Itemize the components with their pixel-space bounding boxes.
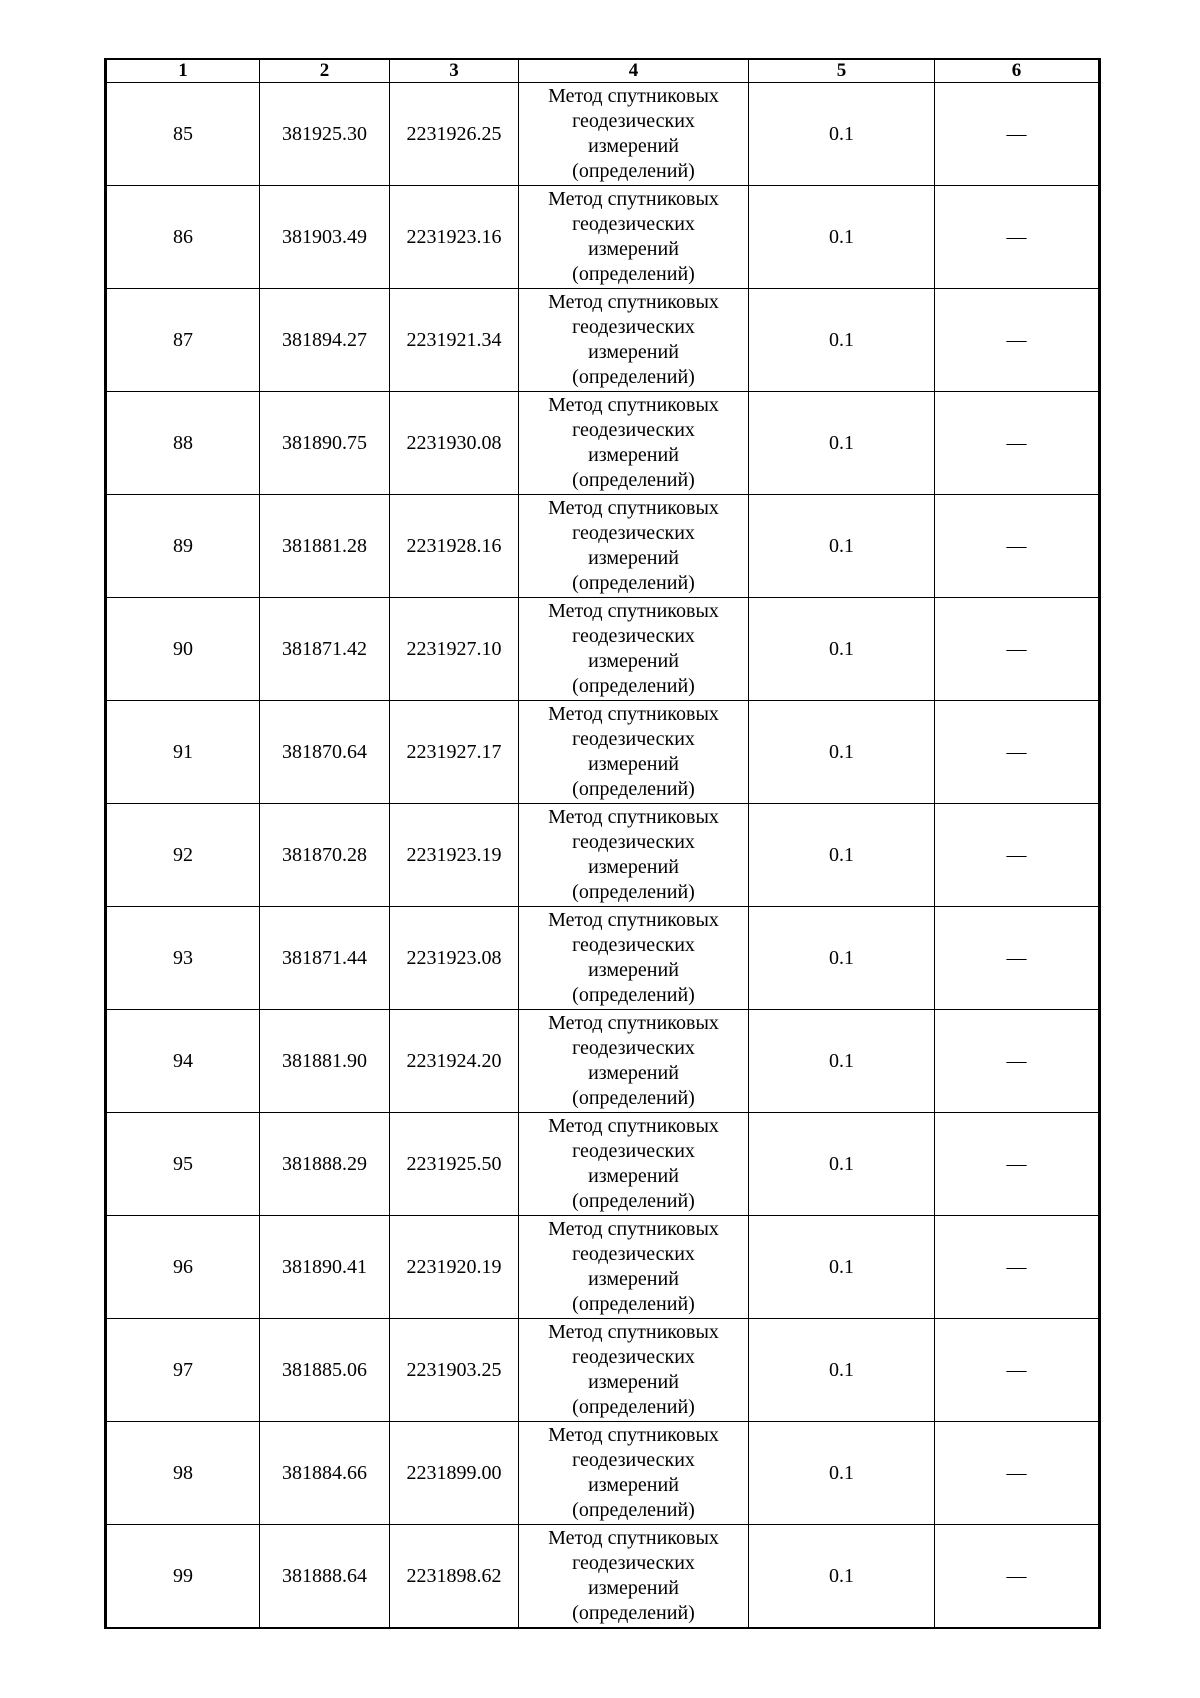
- note-cell: —: [935, 495, 1100, 598]
- method-text-line: Метод спутниковых: [548, 806, 719, 828]
- method-text-line: геодезических: [572, 1243, 695, 1265]
- note-cell: —: [935, 1113, 1100, 1216]
- x-coordinate-cell: 381881.28: [260, 495, 390, 598]
- method-text-line: Метод спутниковых: [548, 497, 719, 519]
- method-text-line: (определений): [572, 1396, 695, 1418]
- accuracy-cell: 0.1: [749, 495, 935, 598]
- point-number-cell: 95: [106, 1113, 260, 1216]
- point-number-cell: 89: [106, 495, 260, 598]
- accuracy-cell: 0.1: [749, 804, 935, 907]
- method-cell: [519, 1010, 749, 1113]
- method-text-line: измерений: [588, 959, 679, 981]
- header-col-4: 4: [519, 59, 749, 83]
- method-text-line: измерений: [588, 547, 679, 569]
- accuracy-cell: 0.1: [749, 1216, 935, 1319]
- note-cell: —: [935, 701, 1100, 804]
- table-row: [106, 804, 1100, 907]
- accuracy-cell: 0.1: [749, 83, 935, 186]
- accuracy-cell: 0.1: [749, 1422, 935, 1525]
- y-coordinate-cell: 2231899.00: [390, 1422, 519, 1525]
- note-cell: —: [935, 907, 1100, 1010]
- method-text-line: (определений): [572, 1602, 695, 1624]
- note-cell: —: [935, 1525, 1100, 1629]
- table-row: [106, 1319, 1100, 1422]
- method-text-line: Метод спутниковых: [548, 188, 719, 210]
- note-cell: —: [935, 289, 1100, 392]
- x-coordinate-cell: 381871.42: [260, 598, 390, 701]
- accuracy-cell: 0.1: [749, 186, 935, 289]
- method-cell: [519, 1319, 749, 1422]
- method-text-line: измерений: [588, 1062, 679, 1084]
- y-coordinate-cell: 2231926.25: [390, 83, 519, 186]
- y-coordinate-cell: 2231923.19: [390, 804, 519, 907]
- method-text-line: (определений): [572, 984, 695, 1006]
- method-cell: [519, 1422, 749, 1525]
- accuracy-cell: 0.1: [749, 701, 935, 804]
- y-coordinate-cell: 2231921.34: [390, 289, 519, 392]
- method-text-line: измерений: [588, 1268, 679, 1290]
- method-text-line: геодезических: [572, 1552, 695, 1574]
- x-coordinate-cell: 381888.64: [260, 1525, 390, 1629]
- method-text-line: геодезических: [572, 213, 695, 235]
- coordinates-table: [104, 58, 1101, 1629]
- table-row: [106, 701, 1100, 804]
- y-coordinate-cell: 2231925.50: [390, 1113, 519, 1216]
- accuracy-cell: 0.1: [749, 1525, 935, 1629]
- method-text-line: измерений: [588, 753, 679, 775]
- method-text-line: (определений): [572, 469, 695, 491]
- point-number-cell: 88: [106, 392, 260, 495]
- note-cell: —: [935, 392, 1100, 495]
- method-text-line: Метод спутниковых: [548, 1115, 719, 1137]
- header-col-5: 5: [749, 59, 935, 83]
- y-coordinate-cell: 2231903.25: [390, 1319, 519, 1422]
- method-text-line: Метод спутниковых: [548, 1424, 719, 1446]
- accuracy-cell: 0.1: [749, 392, 935, 495]
- y-coordinate-cell: 2231927.17: [390, 701, 519, 804]
- table-row: [106, 83, 1100, 186]
- point-number-cell: 90: [106, 598, 260, 701]
- note-cell: —: [935, 804, 1100, 907]
- method-text-line: Метод спутниковых: [548, 394, 719, 416]
- header-col-6: 6: [935, 59, 1100, 83]
- y-coordinate-cell: 2231923.16: [390, 186, 519, 289]
- method-text-line: геодезических: [572, 1449, 695, 1471]
- method-cell: [519, 289, 749, 392]
- note-cell: —: [935, 1216, 1100, 1319]
- method-text-line: (определений): [572, 572, 695, 594]
- method-text-line: геодезических: [572, 1037, 695, 1059]
- header-col-2: 2: [260, 59, 390, 83]
- method-text-line: Метод спутниковых: [548, 1012, 719, 1034]
- method-cell: [519, 804, 749, 907]
- y-coordinate-cell: 2231930.08: [390, 392, 519, 495]
- x-coordinate-cell: 381894.27: [260, 289, 390, 392]
- table-row: [106, 495, 1100, 598]
- y-coordinate-cell: 2231928.16: [390, 495, 519, 598]
- method-text-line: Метод спутниковых: [548, 1321, 719, 1343]
- method-text-line: Метод спутниковых: [548, 600, 719, 622]
- method-text-line: измерений: [588, 1371, 679, 1393]
- accuracy-cell: 0.1: [749, 598, 935, 701]
- method-text-line: измерений: [588, 1165, 679, 1187]
- method-text-line: геодезических: [572, 1346, 695, 1368]
- method-cell: [519, 186, 749, 289]
- method-text-line: (определений): [572, 160, 695, 182]
- point-number-cell: 94: [106, 1010, 260, 1113]
- method-text-line: геодезических: [572, 110, 695, 132]
- method-text-line: Метод спутниковых: [548, 1218, 719, 1240]
- y-coordinate-cell: 2231927.10: [390, 598, 519, 701]
- method-cell: [519, 83, 749, 186]
- point-number-cell: 93: [106, 907, 260, 1010]
- method-text-line: (определений): [572, 1087, 695, 1109]
- note-cell: —: [935, 1010, 1100, 1113]
- table-row: [106, 392, 1100, 495]
- point-number-cell: 92: [106, 804, 260, 907]
- accuracy-cell: 0.1: [749, 907, 935, 1010]
- method-text-line: Метод спутниковых: [548, 1527, 719, 1549]
- method-text-line: геодезических: [572, 934, 695, 956]
- table-row: [106, 1010, 1100, 1113]
- x-coordinate-cell: 381885.06: [260, 1319, 390, 1422]
- note-cell: —: [935, 83, 1100, 186]
- accuracy-cell: 0.1: [749, 289, 935, 392]
- accuracy-cell: 0.1: [749, 1319, 935, 1422]
- x-coordinate-cell: 381884.66: [260, 1422, 390, 1525]
- note-cell: —: [935, 1319, 1100, 1422]
- method-text-line: (определений): [572, 1293, 695, 1315]
- y-coordinate-cell: 2231923.08: [390, 907, 519, 1010]
- method-text-line: (определений): [572, 675, 695, 697]
- method-text-line: измерений: [588, 1577, 679, 1599]
- method-text-line: (определений): [572, 1499, 695, 1521]
- point-number-cell: 91: [106, 701, 260, 804]
- note-cell: —: [935, 1422, 1100, 1525]
- point-number-cell: 86: [106, 186, 260, 289]
- x-coordinate-cell: 381888.29: [260, 1113, 390, 1216]
- point-number-cell: 98: [106, 1422, 260, 1525]
- method-cell: [519, 1113, 749, 1216]
- x-coordinate-cell: 381881.90: [260, 1010, 390, 1113]
- method-text-line: (определений): [572, 366, 695, 388]
- method-text-line: геодезических: [572, 1140, 695, 1162]
- header-col-3: 3: [390, 59, 519, 83]
- x-coordinate-cell: 381890.41: [260, 1216, 390, 1319]
- method-text-line: (определений): [572, 881, 695, 903]
- method-cell: [519, 1216, 749, 1319]
- method-text-line: Метод спутниковых: [548, 85, 719, 107]
- method-cell: [519, 495, 749, 598]
- x-coordinate-cell: 381870.28: [260, 804, 390, 907]
- method-text-line: измерений: [588, 650, 679, 672]
- method-text-line: геодезических: [572, 831, 695, 853]
- x-coordinate-cell: 381890.75: [260, 392, 390, 495]
- method-text-line: геодезических: [572, 728, 695, 750]
- point-number-cell: 97: [106, 1319, 260, 1422]
- method-text-line: геодезических: [572, 419, 695, 441]
- method-text-line: измерений: [588, 1474, 679, 1496]
- document-page: [104, 58, 1098, 1629]
- accuracy-cell: 0.1: [749, 1113, 935, 1216]
- method-text-line: Метод спутниковых: [548, 291, 719, 313]
- note-cell: —: [935, 598, 1100, 701]
- y-coordinate-cell: 2231924.20: [390, 1010, 519, 1113]
- table-row: [106, 1113, 1100, 1216]
- method-text-line: измерений: [588, 135, 679, 157]
- x-coordinate-cell: 381871.44: [260, 907, 390, 1010]
- method-text-line: (определений): [572, 778, 695, 800]
- y-coordinate-cell: 2231920.19: [390, 1216, 519, 1319]
- note-cell: —: [935, 186, 1100, 289]
- method-text-line: (определений): [572, 1190, 695, 1212]
- point-number-cell: 96: [106, 1216, 260, 1319]
- method-text-line: геодезических: [572, 522, 695, 544]
- method-text-line: Метод спутниковых: [548, 909, 719, 931]
- method-text-line: Метод спутниковых: [548, 703, 719, 725]
- method-text-line: геодезических: [572, 625, 695, 647]
- table-row: [106, 1525, 1100, 1629]
- point-number-cell: 85: [106, 83, 260, 186]
- header-col-1: 1: [106, 59, 260, 83]
- table-row: [106, 289, 1100, 392]
- method-text-line: (определений): [572, 263, 695, 285]
- x-coordinate-cell: 381925.30: [260, 83, 390, 186]
- x-coordinate-cell: 381903.49: [260, 186, 390, 289]
- y-coordinate-cell: 2231898.62: [390, 1525, 519, 1629]
- header-row: [106, 59, 1100, 83]
- table-row: [106, 186, 1100, 289]
- method-cell: [519, 907, 749, 1010]
- method-text-line: геодезических: [572, 316, 695, 338]
- point-number-cell: 87: [106, 289, 260, 392]
- table-row: [106, 598, 1100, 701]
- table-row: [106, 907, 1100, 1010]
- x-coordinate-cell: 381870.64: [260, 701, 390, 804]
- method-text-line: измерений: [588, 444, 679, 466]
- method-text-line: измерений: [588, 856, 679, 878]
- method-text-line: измерений: [588, 238, 679, 260]
- point-number-cell: 99: [106, 1525, 260, 1629]
- method-text-line: измерений: [588, 341, 679, 363]
- accuracy-cell: 0.1: [749, 1010, 935, 1113]
- method-cell: [519, 598, 749, 701]
- method-cell: [519, 701, 749, 804]
- method-cell: [519, 392, 749, 495]
- table-row: [106, 1216, 1100, 1319]
- method-cell: [519, 1525, 749, 1629]
- table-row: [106, 1422, 1100, 1525]
